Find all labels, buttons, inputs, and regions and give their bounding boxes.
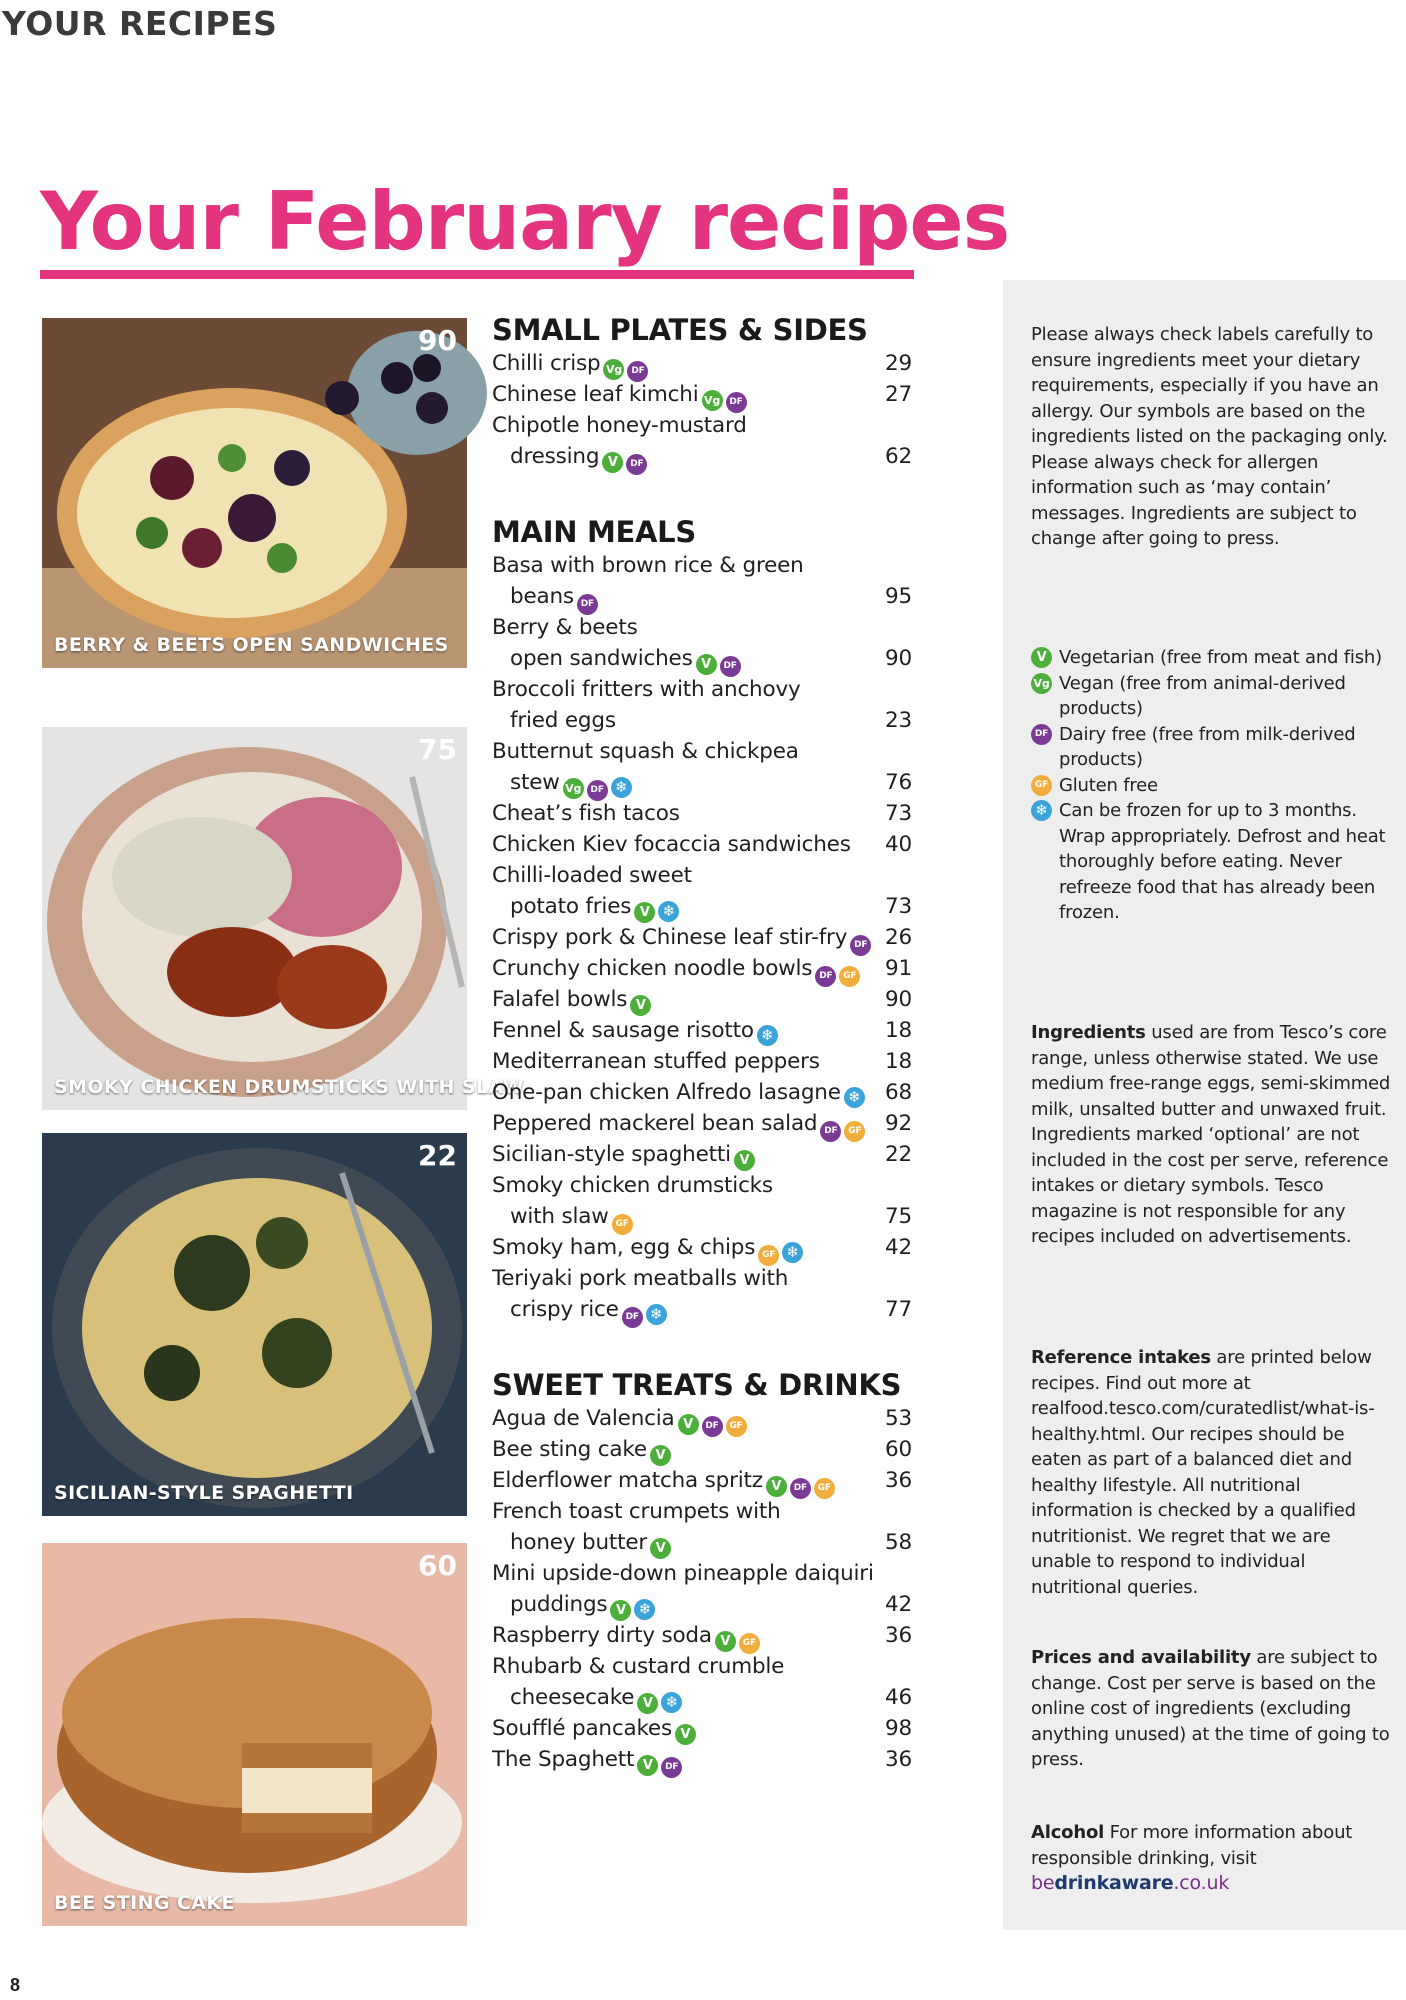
recipe-page-number: 60 (885, 1437, 912, 1462)
snowflake-icon: ❄ (757, 1025, 778, 1046)
photo-berry-beets-sandwiches[interactable] (42, 318, 467, 668)
dairy-free-icon: DF (720, 656, 741, 677)
reference-intakes-note (1031, 1345, 1391, 1600)
photo-caption: SMOKY CHICKEN DRUMSTICKS WITH SLAW (54, 1076, 525, 1098)
recipe-entry[interactable] (492, 1620, 912, 1651)
prices-text: are subject to change. Cost per serve is based on the online cost of ingredients (excluding anything unused) at the time of going to press. (1031, 1647, 1390, 1770)
recipe-entry[interactable] (492, 348, 912, 379)
snowflake-icon: ❄ (658, 901, 679, 922)
recipe-entry[interactable] (492, 550, 912, 612)
recipe-line (492, 643, 912, 674)
recipe-name: Cheat’s fish tacos (492, 801, 680, 826)
recipe-name: Mini upside-down pineapple daiquiri (492, 1561, 874, 1586)
recipe-entry[interactable] (492, 798, 912, 829)
recipe-line (492, 1263, 912, 1294)
recipe-line (492, 441, 912, 472)
gluten-free-icon: GF (612, 1214, 633, 1235)
recipe-page-number: 95 (885, 584, 912, 609)
recipe-name: Chilli crisp (492, 351, 601, 376)
photo-page-number: 22 (418, 1139, 457, 1172)
dairy-free-icon: DF (622, 1307, 643, 1328)
recipe-line (492, 1139, 912, 1170)
recipe-page-number: 18 (885, 1018, 912, 1043)
snowflake-icon: ❄ (844, 1087, 865, 1108)
photo-page-number: 90 (418, 324, 457, 357)
reference-text: are printed below recipes. Find out more at realfood.tesco.com/curatedlist/what-is-healthy.html. Our recipes should be eaten as part of a balanced diet and healthy lifestyle. All nutritional information is checked by a qualified nutritionist. We regret that we are unable to respond to individual nutritional queries. (1031, 1347, 1375, 1598)
recipe-entry[interactable] (492, 1465, 912, 1496)
photo-page-number: 75 (418, 733, 457, 766)
vegetarian-icon: V (715, 1631, 736, 1652)
recipe-line (492, 1108, 912, 1139)
recipe-page-number: 26 (885, 925, 912, 950)
vegetarian-icon: V (678, 1414, 699, 1435)
recipe-line (492, 1527, 912, 1558)
drinkaware-pre: be (1031, 1872, 1055, 1894)
recipe-page-number: 91 (885, 956, 912, 981)
legend-text: Dairy free (free from milk-derived products) (1059, 723, 1356, 770)
recipe-entry[interactable] (492, 922, 912, 953)
vegetarian-icon: V (675, 1724, 696, 1745)
recipe-line (492, 736, 912, 767)
recipe-page-number: 90 (885, 987, 912, 1012)
snowflake-icon: ❄ (646, 1304, 667, 1325)
dairy-free-icon: DF (1031, 724, 1052, 745)
gluten-free-icon: GF (844, 1121, 865, 1142)
legend-row (1031, 798, 1391, 926)
recipe-line (492, 922, 912, 953)
legend-row (1031, 722, 1391, 773)
recipe-name: beans (510, 584, 574, 609)
recipe-line (492, 1403, 912, 1434)
recipe-name: stew (510, 770, 560, 795)
gluten-free-icon: GF (726, 1416, 747, 1437)
vegetarian-icon: V (650, 1538, 671, 1559)
recipe-page-number: 27 (885, 382, 912, 407)
gluten-free-icon: GF (739, 1633, 760, 1654)
recipe-name: Mediterranean stuffed peppers (492, 1049, 820, 1074)
legend-text: Can be frozen for up to 3 months. Wrap appropriately. Defrost and heat thoroughly before eating. Never refreeze food that has already been frozen. (1059, 800, 1386, 923)
recipe-line (492, 860, 912, 891)
recipe-line (492, 1713, 912, 1744)
recipe-page-number: 46 (885, 1685, 912, 1710)
recipe-entry[interactable] (492, 736, 912, 798)
page-number: 8 (10, 1975, 21, 1995)
prices-heading: Prices and availability (1031, 1647, 1251, 1668)
dairy-free-icon: DF (726, 392, 747, 413)
vegetarian-icon: V (610, 1600, 631, 1621)
recipe-page-number: 29 (885, 351, 912, 376)
recipe-line (492, 1589, 912, 1620)
ingredients-text: used are from Tesco’s core range, unless otherwise stated. We use medium free-range eggs, semi-skimmed milk, unsalted butter and unwaxed fruit. Ingredients marked ‘optional’ are not included in the cost per serve, reference intakes or dietary symbols. Tesco magazine is not responsible for any recipes included on advertisements. (1031, 1022, 1391, 1247)
snowflake-icon: ❄ (782, 1242, 803, 1263)
recipe-entry[interactable] (492, 379, 912, 410)
recipe-name: The Spaghett (492, 1747, 635, 1772)
category-gap (492, 1325, 912, 1367)
vegetarian-icon: V (696, 654, 717, 675)
legend-text: Gluten free (1059, 774, 1158, 796)
recipe-page-number: 42 (885, 1235, 912, 1260)
legend-row (1031, 773, 1391, 799)
recipe-name: Peppered mackerel bean salad (492, 1111, 818, 1136)
gluten-free-icon: GF (814, 1478, 835, 1499)
recipe-line (492, 767, 912, 798)
recipe-entry[interactable] (492, 1403, 912, 1434)
recipe-name: potato fries (510, 894, 632, 919)
recipe-line (492, 1682, 912, 1713)
recipe-line (492, 1201, 912, 1232)
recipe-name: with slaw (510, 1204, 609, 1229)
recipe-page-number: 73 (885, 801, 912, 826)
recipe-entry[interactable] (492, 1139, 912, 1170)
recipe-name: cheesecake (510, 1685, 635, 1710)
gluten-free-icon: GF (1031, 775, 1052, 796)
title-rule (40, 270, 914, 279)
recipe-entry[interactable] (492, 1108, 912, 1139)
gluten-free-icon: GF (839, 966, 860, 987)
recipe-entry[interactable] (492, 860, 912, 922)
recipe-name: fried eggs (510, 708, 616, 733)
drinkaware-mid: drinkaware (1054, 1872, 1174, 1894)
dairy-free-icon: DF (587, 780, 608, 801)
legend-row (1031, 671, 1391, 722)
recipe-entry[interactable] (492, 1170, 912, 1232)
recipe-entry[interactable] (492, 410, 912, 472)
recipe-entry[interactable] (492, 1496, 912, 1558)
recipe-name: Chipotle honey-mustard (492, 413, 747, 438)
photo-bee-sting-cake[interactable] (42, 1543, 467, 1926)
ingredients-note (1031, 1020, 1391, 1250)
recipe-name: Smoky ham, egg & chips (492, 1235, 756, 1260)
vegan-icon: Vg (563, 778, 584, 799)
section-label: YOUR RECIPES (2, 4, 278, 43)
vegetarian-icon: V (734, 1150, 755, 1171)
recipe-name: Raspberry dirty soda (492, 1623, 712, 1648)
category-heading: MAIN MEALS (492, 515, 696, 549)
photo-caption: BEE STING CAKE (54, 1892, 235, 1914)
legend-text: Vegetarian (free from meat and fish) (1059, 647, 1382, 668)
recipe-page-number: 58 (885, 1530, 912, 1555)
recipe-entry[interactable] (492, 1232, 912, 1263)
photo-smoky-chicken-drumsticks[interactable] (42, 727, 525, 1110)
vegan-icon: Vg (1031, 673, 1052, 694)
recipe-name: Berry & beets (492, 615, 638, 640)
vegetarian-icon: V (637, 1755, 658, 1776)
recipe-name: Sicilian-style spaghetti (492, 1142, 731, 1167)
recipe-line (492, 1015, 912, 1046)
recipe-line (492, 705, 912, 736)
info-panel (1003, 280, 1406, 1930)
dairy-free-icon: DF (850, 935, 871, 956)
recipe-entry[interactable] (492, 674, 912, 736)
recipe-name: Basa with brown rice & green (492, 553, 804, 578)
chicken-illustration (42, 727, 467, 1110)
allergy-note: Please always check labels carefully to ensure ingredients meet your dietary requirements, especially if you have an allergy. Our symbols are based on the ingredients listed on the packaging only. Please always check for allergen information such as ‘may contain’ messages. Ingredients are subject to change after going to press. (1031, 324, 1388, 549)
reference-heading: Reference intakes (1031, 1347, 1211, 1368)
recipe-line (492, 1465, 912, 1496)
recipe-index (492, 312, 912, 1775)
vegetarian-icon: V (1031, 647, 1052, 668)
recipe-line (492, 1046, 912, 1077)
recipe-line (492, 1651, 912, 1682)
recipe-page-number: 18 (885, 1049, 912, 1074)
recipe-name: Chicken Kiev focaccia sandwiches (492, 832, 851, 857)
recipe-name: Elderflower matcha spritz (492, 1468, 763, 1493)
recipe-name: Fennel & sausage risotto (492, 1018, 754, 1043)
cake-illustration (42, 1543, 467, 1926)
vegan-icon: Vg (702, 390, 723, 411)
vegetarian-icon: V (766, 1476, 787, 1497)
dairy-free-icon: DF (661, 1757, 682, 1778)
snowflake-icon: ❄ (611, 777, 632, 798)
photo-caption: BERRY & BEETS OPEN SANDWICHES (54, 634, 449, 656)
legend-row (1031, 645, 1391, 671)
recipe-name: crispy rice (510, 1297, 619, 1322)
recipe-line (492, 550, 912, 581)
recipe-page-number: 40 (885, 832, 912, 857)
recipe-page-number: 98 (885, 1716, 912, 1741)
recipe-line (492, 984, 912, 1015)
recipe-entry[interactable] (492, 1015, 912, 1046)
alcohol-note (1031, 1820, 1391, 1897)
recipe-line (492, 674, 912, 705)
recipe-name: Broccoli fritters with anchovy (492, 677, 801, 702)
recipe-page-number: 92 (885, 1111, 912, 1136)
recipe-line (492, 581, 912, 612)
drinkaware-link[interactable] (1031, 1871, 1391, 1897)
sandwich-illustration (42, 318, 467, 668)
recipe-name: dressing (510, 444, 600, 469)
recipe-page-number: 36 (885, 1468, 912, 1493)
recipe-entry[interactable] (492, 1651, 912, 1713)
recipe-line (492, 1558, 912, 1589)
recipe-line (492, 1294, 912, 1325)
dairy-free-icon: DF (702, 1416, 723, 1437)
recipe-name: Falafel bowls (492, 987, 628, 1012)
recipe-page-number: 76 (885, 770, 912, 795)
recipe-name: Chilli-loaded sweet (492, 863, 692, 888)
alcohol-heading: Alcohol (1031, 1822, 1105, 1843)
vegan-icon: Vg (603, 359, 624, 380)
ingredients-heading: Ingredients (1031, 1022, 1146, 1043)
recipe-name: Crispy pork & Chinese leaf stir-fry (492, 925, 848, 950)
recipe-name: open sandwiches (510, 646, 693, 671)
vegetarian-icon: V (637, 1693, 658, 1714)
recipe-entry[interactable] (492, 1077, 912, 1108)
recipe-line (492, 891, 912, 922)
category-heading: SWEET TREATS & DRINKS (492, 1368, 902, 1402)
snowflake-icon: ❄ (634, 1599, 655, 1620)
alcohol-text: For more information about responsible drinking, visit (1031, 1822, 1353, 1869)
recipe-name: Bee sting cake (492, 1437, 647, 1462)
recipe-name: puddings (510, 1592, 608, 1617)
page-title: Your February recipes (40, 175, 1010, 268)
recipe-page-number: 22 (885, 1142, 912, 1167)
recipe-page-number: 42 (885, 1592, 912, 1617)
recipe-page-number: 53 (885, 1406, 912, 1431)
recipe-line (492, 1232, 912, 1263)
recipe-page-number: 75 (885, 1204, 912, 1229)
recipe-entry[interactable] (492, 984, 912, 1015)
recipe-line (492, 798, 912, 829)
legend-text: Vegan (free from animal-derived products) (1059, 672, 1346, 719)
recipe-line (492, 1620, 912, 1651)
snowflake-icon: ❄ (1031, 800, 1052, 821)
recipe-line (492, 348, 912, 379)
recipe-page-number: 77 (885, 1297, 912, 1322)
recipe-entry[interactable] (492, 1046, 912, 1077)
dairy-free-icon: DF (815, 966, 836, 987)
recipe-name: Soufflé pancakes (492, 1716, 672, 1741)
dairy-free-icon: DF (820, 1121, 841, 1142)
vegetarian-icon: V (602, 452, 623, 473)
recipe-line (492, 1434, 912, 1465)
dairy-free-icon: DF (627, 361, 648, 382)
recipe-name: Chinese leaf kimchi (492, 382, 699, 407)
recipe-name: Agua de Valencia (492, 1406, 675, 1431)
recipe-entry[interactable] (492, 1434, 912, 1465)
photo-page-number: 60 (418, 1549, 457, 1582)
recipe-name: Butternut squash & chickpea (492, 739, 799, 764)
recipe-entry[interactable] (492, 612, 912, 674)
recipe-entry[interactable] (492, 1744, 912, 1775)
gluten-free-icon: GF (758, 1245, 779, 1266)
recipe-page-number: 90 (885, 646, 912, 671)
recipe-entry[interactable] (492, 1713, 912, 1744)
recipe-line (492, 379, 912, 410)
photo-caption: SICILIAN-STYLE SPAGHETTI (54, 1482, 354, 1504)
recipe-line (492, 1744, 912, 1775)
recipe-name: Smoky chicken drumsticks (492, 1173, 773, 1198)
photo-sicilian-spaghetti[interactable] (42, 1133, 467, 1516)
recipe-line (492, 953, 912, 984)
recipe-line (492, 612, 912, 643)
recipe-line (492, 1077, 912, 1108)
recipe-line (492, 829, 912, 860)
dairy-free-icon: DF (790, 1478, 811, 1499)
prices-note (1031, 1645, 1391, 1773)
recipe-entry[interactable] (492, 1263, 912, 1325)
drinkaware-suffix: .co.uk (1173, 1872, 1230, 1894)
recipe-page-number: 68 (885, 1080, 912, 1105)
category-gap (492, 472, 912, 514)
snowflake-icon: ❄ (661, 1692, 682, 1713)
vegetarian-icon: V (630, 995, 651, 1016)
recipe-name: Teriyaki pork meatballs with (492, 1266, 789, 1291)
recipe-line (492, 1496, 912, 1527)
spaghetti-illustration (42, 1133, 467, 1516)
vegetarian-icon: V (634, 902, 655, 923)
recipe-name: honey butter (510, 1530, 647, 1555)
recipe-entry[interactable] (492, 1558, 912, 1620)
recipe-name: Crunchy chicken noodle bowls (492, 956, 813, 981)
recipe-name: One-pan chicken Alfredo lasagne (492, 1080, 841, 1105)
recipe-page-number: 36 (885, 1623, 912, 1648)
recipe-line (492, 1170, 912, 1201)
dairy-free-icon: DF (626, 454, 647, 475)
recipe-line (492, 410, 912, 441)
recipe-page-number: 62 (885, 444, 912, 469)
recipe-name: Rhubarb & custard crumble (492, 1654, 785, 1679)
symbol-legend (1031, 645, 1391, 926)
dairy-free-icon: DF (577, 594, 598, 615)
recipe-page-number: 73 (885, 894, 912, 919)
category-heading: SMALL PLATES & SIDES (492, 313, 868, 347)
recipe-page-number: 23 (885, 708, 912, 733)
recipe-entry[interactable] (492, 829, 912, 860)
vegetarian-icon: V (650, 1445, 671, 1466)
recipe-name: French toast crumpets with (492, 1499, 781, 1524)
recipe-page-number: 36 (885, 1747, 912, 1772)
recipe-entry[interactable] (492, 953, 912, 984)
